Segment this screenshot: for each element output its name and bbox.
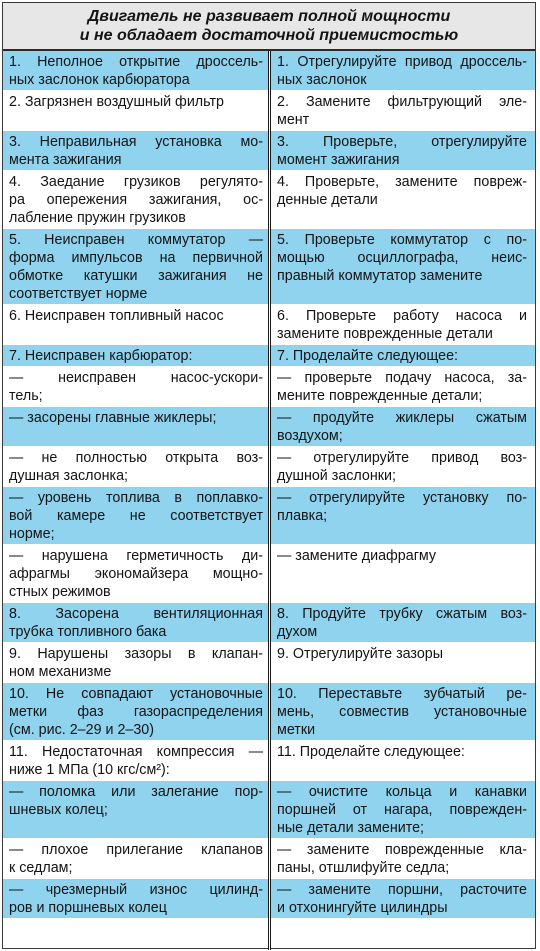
cause-cell-line: стных режимов <box>9 584 111 600</box>
remedy-cell <box>277 645 527 663</box>
cause-cell <box>9 547 263 601</box>
remedy-cell-line: ных заслонок <box>277 72 367 88</box>
remedy-cell <box>277 93 527 129</box>
cause-cell <box>9 369 263 405</box>
cause-cell-line: вой камере не соответствует <box>9 508 263 524</box>
cause-cell-line: — чрезмерный износ цилинд- <box>9 882 263 898</box>
remedy-cell <box>277 489 527 525</box>
cause-cell-line: соответствует норме <box>9 286 148 302</box>
remedy-cell <box>277 369 527 405</box>
cause-cell <box>9 409 263 427</box>
cause-cell-line: — не полностью открыта воз- <box>9 450 263 466</box>
remedy-cell <box>277 409 527 445</box>
cause-cell-line: афрагмы экономайзера мощно- <box>9 566 263 582</box>
cause-cell-line: 4. Заедание грузиков регулято- <box>9 174 263 190</box>
cause-cell <box>9 743 263 779</box>
cause-cell-line: 10. Не совпадают установочные <box>9 686 263 702</box>
title-line-2: и не обладает достаточной приемистостью <box>79 27 459 44</box>
cause-cell <box>9 53 263 89</box>
remedy-cell <box>277 685 527 739</box>
cause-cell-line: — поломка или залегание пор- <box>9 784 263 800</box>
remedy-cell-line: — отрегулируйте привод воз- <box>277 450 527 466</box>
remedy-cell-line: замените поврежденные детали <box>277 326 493 342</box>
remedy-cell-line: 8. Продуйте трубку сжатым воз- <box>277 606 527 622</box>
remedy-cell-line: воздухом; <box>277 428 343 444</box>
cause-cell-line: трубка топливного бака <box>9 624 167 640</box>
remedy-cell-line: — продуйте жиклеры сжатым <box>277 410 527 426</box>
cause-cell <box>9 93 263 111</box>
cause-cell <box>9 231 263 303</box>
cause-cell-line: ных заслонок карбюратора <box>9 72 190 88</box>
cause-cell <box>9 881 263 917</box>
remedy-cell-line: 7. Проделайте следующее: <box>277 348 458 364</box>
cause-cell <box>9 645 263 681</box>
cause-cell-line: 9. Нарушены зазоры в клапан- <box>9 646 263 662</box>
remedy-cell-line: метки <box>277 722 316 738</box>
remedy-cell <box>277 173 527 209</box>
remedy-cell-line: паны, отшлифуйте седла; <box>277 860 450 876</box>
remedy-cell <box>277 347 527 365</box>
remedy-cell-line: — замените поршни, расточите <box>277 882 527 898</box>
cause-cell <box>9 685 263 739</box>
cause-cell-line: ра опережения зажигания, ос- <box>9 192 263 208</box>
cause-cell <box>9 605 263 641</box>
remedy-cell-line: мень, совместив установочные <box>277 704 527 720</box>
remedy-cell <box>277 307 527 343</box>
cause-cell-line: норме; <box>9 526 55 542</box>
cause-cell-line: 11. Недостаточная компрессия — <box>9 744 263 760</box>
cause-cell-line: метки фаз газораспределения <box>9 704 263 720</box>
cause-cell-line: мента зажигания <box>9 152 122 168</box>
cause-cell-line: — уровень топлива в поплавко- <box>9 490 263 506</box>
title-line-1: Двигатель не развивает полной мощности <box>87 8 451 25</box>
remedy-cell-line: 9. Отрегулируйте зазоры <box>277 646 443 662</box>
cause-cell-line: шневых колец; <box>9 802 108 818</box>
remedy-cell <box>277 743 527 761</box>
cause-cell-line: 5. Неисправен коммутатор — <box>9 232 263 248</box>
cause-cell-line: — нарушена герметичность ди- <box>9 548 263 564</box>
remedy-cell-line: 3. Проверьте, отрегулируйте <box>277 134 527 150</box>
cause-cell-line: лабление пружин грузиков <box>9 210 186 226</box>
cause-cell <box>9 307 263 325</box>
cause-cell <box>9 133 263 169</box>
cause-cell-line: душная заслонка; <box>9 468 129 484</box>
cause-cell <box>9 173 263 227</box>
remedy-cell <box>277 881 527 917</box>
remedy-cell-line: — замените поврежденные кла- <box>277 842 527 858</box>
cause-cell-line: ном механизме <box>9 664 112 680</box>
remedy-cell-line: 10. Переставьте зубчатый ре- <box>277 686 527 702</box>
remedy-cell-line: плавка; <box>277 508 328 524</box>
cause-cell-line: ниже 1 МПа (10 кгс/см²): <box>9 762 170 778</box>
cause-cell-line: 2. Загрязнен воздушный фильтр <box>9 94 224 110</box>
remedy-cell-line: 1. Отрегулируйте привод дроссель- <box>277 54 527 70</box>
cause-cell-line: к седлам; <box>9 860 73 876</box>
remedy-cell-line: — замените диафрагму <box>277 548 437 564</box>
cause-cell <box>9 841 263 877</box>
remedy-cell-line: поршней от нагара, поврежден- <box>277 802 527 818</box>
table-title <box>3 3 535 49</box>
remedy-cell-line: — очистите кольца и канавки <box>277 784 527 800</box>
remedy-cell-line: правный коммутатор замените <box>277 268 483 284</box>
cause-cell <box>9 783 263 819</box>
remedy-cell <box>277 449 527 485</box>
remedy-cell-line: 6. Проверьте работу насоса и <box>277 308 527 324</box>
cause-cell <box>9 347 263 365</box>
remedy-cell-line: ные детали замените; <box>277 820 425 836</box>
remedy-cell <box>277 841 527 877</box>
cause-cell <box>9 489 263 543</box>
remedy-cell-line: 11. Проделайте следующее: <box>277 744 465 760</box>
remedy-cell-line: мощью осциллографа, неис- <box>277 250 527 266</box>
remedy-cell <box>277 605 527 641</box>
remedy-cell-line: душной заслонки; <box>277 468 396 484</box>
remedy-cell-line: — проверьте подачу насоса, за- <box>277 370 527 386</box>
remedy-cell-line: мент <box>277 112 310 128</box>
remedy-cell-line: момент зажигания <box>277 152 400 168</box>
remedy-cell <box>277 547 527 565</box>
remedy-cell-line: — отрегулируйте установку по- <box>277 490 527 506</box>
remedy-cell-line: денные детали <box>277 192 378 208</box>
troubleshooting-table <box>2 2 536 949</box>
cause-cell-line: 1. Неполное открытие дроссель- <box>9 54 263 70</box>
remedy-cell-line: 4. Проверьте, замените повреж- <box>277 174 527 190</box>
cause-cell-line: (см. рис. 2–29 и 2–30) <box>9 722 155 738</box>
remedy-cell-line: и отхонингуйте цилиндры <box>277 900 448 916</box>
remedy-cell <box>277 133 527 169</box>
remedy-cell-line: 2. Замените фильтрующий эле- <box>277 94 527 110</box>
cause-cell-line: — засорены главные жиклеры; <box>9 410 217 426</box>
remedy-cell <box>277 783 527 837</box>
remedy-cell-line: мените поврежденные детали; <box>277 388 483 404</box>
cause-cell-line: ров и поршневых колец <box>9 900 167 916</box>
cause-cell <box>9 449 263 485</box>
cause-cell-line: 8. Засорена вентиляционная <box>9 606 263 622</box>
cause-cell-line: обмотке катушки зажигания не <box>9 268 263 284</box>
cause-cell-line: 7. Неисправен карбюратор: <box>9 348 193 364</box>
cause-cell-line: 3. Неправильная установка мо- <box>9 134 263 150</box>
cause-cell-line: 6. Неисправен топливный насос <box>9 308 224 324</box>
remedy-cell <box>277 53 527 89</box>
cause-cell-line: форма импульсов на первичной <box>9 250 263 266</box>
remedy-cell-line: 5. Проверьте коммутатор с по- <box>277 232 527 248</box>
cause-cell-line: — неисправен насос-ускори- <box>9 370 263 386</box>
cause-cell-line: тель; <box>9 388 43 404</box>
cause-cell-line: — плохое прилегание клапанов <box>9 842 263 858</box>
column-divider <box>268 51 271 950</box>
remedy-cell <box>277 231 527 285</box>
remedy-cell-line: духом <box>277 624 318 640</box>
